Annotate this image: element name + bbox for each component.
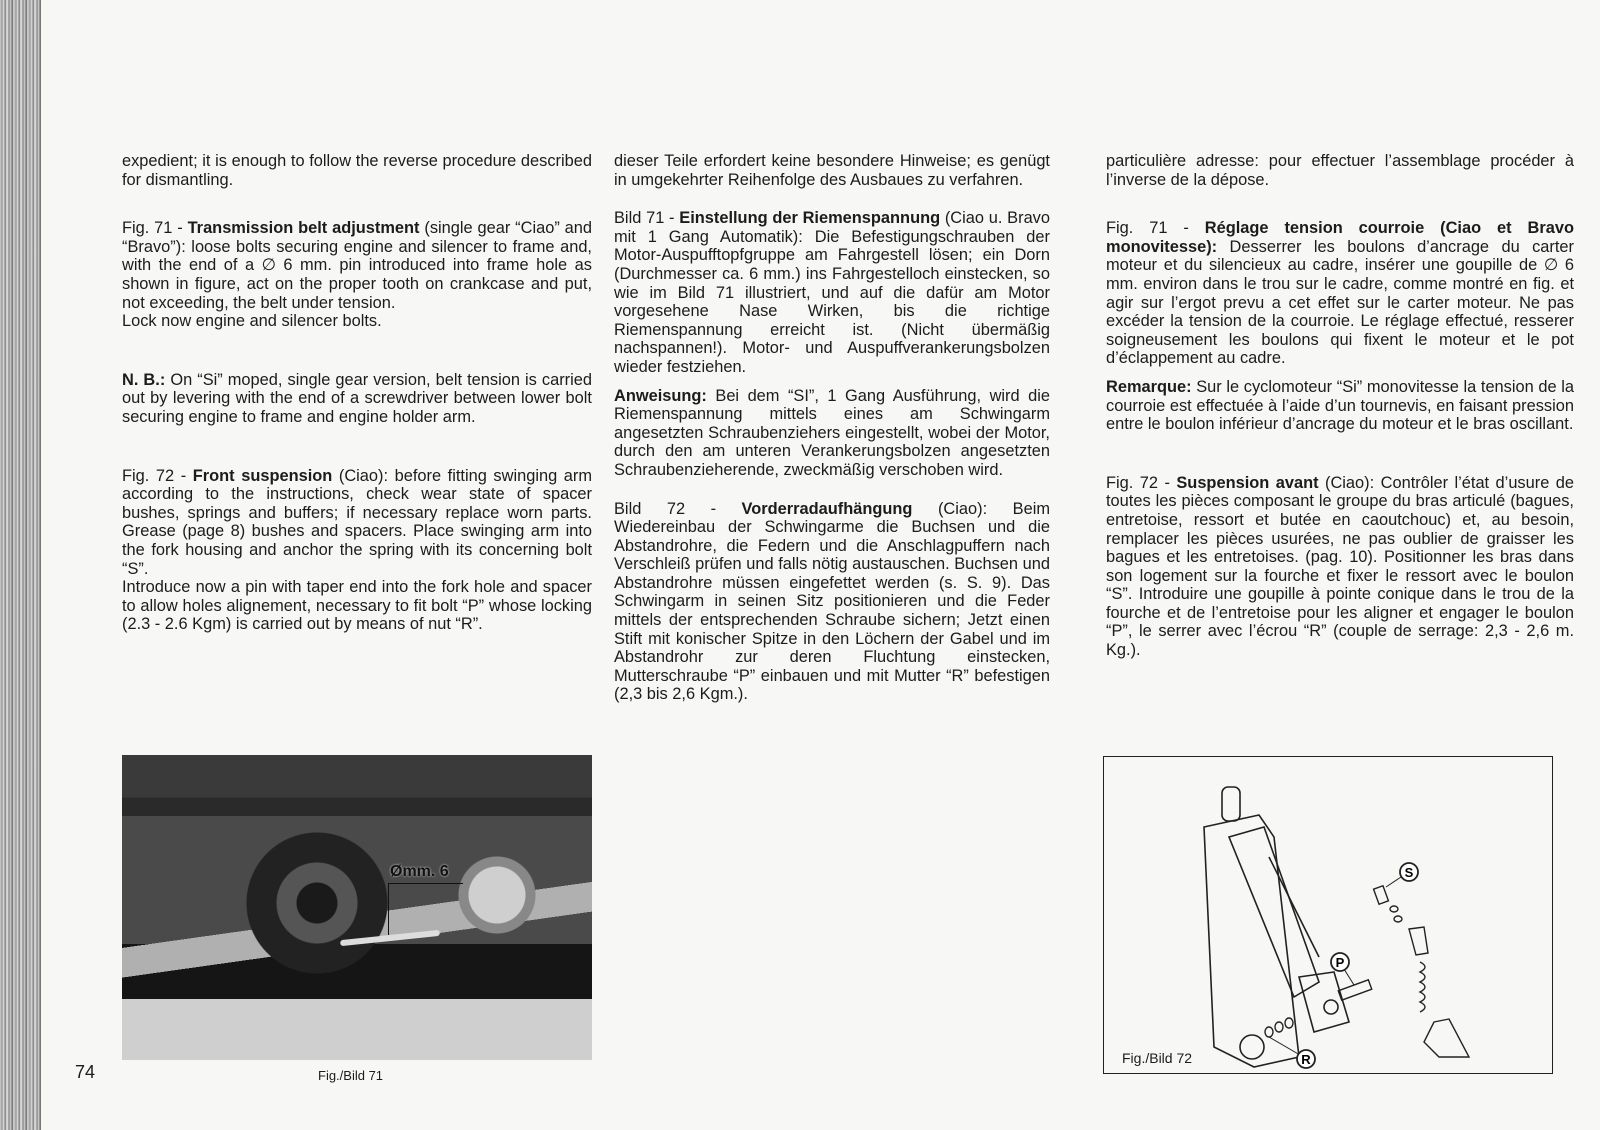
callout-p [1331, 953, 1354, 985]
label-r: R [1301, 1052, 1311, 1067]
figure-72-drawing [1103, 756, 1553, 1074]
fig72-title: Front suspension [192, 466, 333, 485]
fr-fig72-prefix: Fig. 72 - [1106, 473, 1177, 492]
english-fig72-pin: Introduce now a pin with taper end into the fork hole and spacer to allow holes alignement, necessary to fit bolt “P” whose locking (2.3 - 2.6 Kgm) is carried out by means of nut “R”. [122, 578, 592, 634]
bild72-body: (Ciao): Beim Wiedereinbau der Schwingarme die Buchsen und die Abstandrohre, die Federn und die Anschlagpuffern nach Verschleiß prüfen und falls nötig austauschen. Buchsen und Abstandrohre müssen eingefettet werden (s. S. 9). Das Schwingarm in seinen Sitz positionieren und die Feder mittels der entsprechenden Schraube sichern; Jetzt einen Stift mit konischer Spitze in den Löchern der Gabel und im Abstandrohr zur deren Fluchtung einstecken, Mutterschraube “P” einbauen und mit Mutter “R” befestigen (2,3 bis 2,6 Kgm.). [614, 499, 1050, 704]
fr-fig72-title: Suspension avant [1176, 473, 1319, 492]
german-note-paragraph [614, 387, 1050, 480]
english-intro: expedient; it is enough to follow the reverse procedure described for dismantling. [122, 152, 592, 189]
bild71-prefix: Bild 71 - [614, 209, 680, 228]
french-intro: particulière adresse: pour effectuer l’assemblage procéder à l’inverse de la dépose. [1106, 152, 1574, 189]
bild71-body: (Ciao u. Bravo mit 1 Gang Automatik): Die Befestigungschrauben der Motor-Auspufftopfgruppe am Fahrgestell lösen; ein Dorn (Durchmesser ca. 6 mm.) ins Fahrgestelloch einstecken, so wie im Bild 71 illustriert, und auf die dafür am Motor vorgesehene Nase Wirken, bis die richtige Riemenspannung erreicht ist. (Nicht übermäßig nachspannen!). Motor- und Auspuffverankerungsbolzen wieder festziehen. [614, 209, 1050, 376]
figure-72-caption: Fig./Bild 72 [1122, 1050, 1193, 1066]
suspension-exploded-view [1104, 757, 1552, 1073]
french-note-paragraph [1106, 378, 1574, 434]
callout-s [1386, 863, 1418, 887]
bild71-title: Einstellung der Riemenspannung [679, 209, 941, 228]
german-intro: dieser Teile erfordert keine besondere Hinweise; es genügt in umgekehrter Reihenfolge des Ausbaues zu verfahren. [614, 152, 1050, 189]
page-number: 74 [75, 1062, 96, 1082]
fr-fig72-body: (Ciao): Contrôler l’état d’usure de toutes les pièces composant le groupe du bras articulé (bagues, entretoise, ressort et butée en caoutchouc) et, au besoin, remplacer les pièces usurées, ne pas oublier de graisser les bagues et les entretoises. (pag. 10). Positionner les bras dans son logement sur la fourche et fixer le ressort avec le boulon “S”. Introduire une goupille à pointe conique dans le trou de la fourche et de l’entretoise pour les aligner et engager le boulon “P”, le serrer avec l’écrou “R” (couple de serrage: 2,3 - 2,6 m. Kg.). [1106, 473, 1574, 660]
english-fig72-paragraph [122, 467, 592, 579]
nb-body: On “Si” moped, single gear version, belt tension is carried out by levering with the end of a screwdriver between lower bolt securing engine to frame and engine holder arm. [122, 370, 593, 426]
label-s: S [1404, 865, 1414, 880]
label-p: P [1335, 955, 1345, 970]
remarque-label: Remarque: [1106, 377, 1192, 396]
french-fig72-paragraph [1106, 474, 1574, 660]
bild72-prefix: Bild 72 - [614, 499, 742, 518]
anweisung-body: Bei dem “SI”, 1 Gang Ausführung, wird die Riemenspannung mittels eines am Schwingarm angesetzten Schraubenziehers eingestellt, wobei der Motor, durch den am unteren Verankerungsbolzen angesetzten Schraubenzieherende, zweckmäßig verschoben wird. [614, 386, 1050, 479]
fr-fig71-prefix: Fig. 71 - [1106, 219, 1205, 238]
fork-outline [1204, 787, 1349, 1067]
column-english [122, 152, 592, 634]
german-fig72-paragraph [614, 500, 1050, 705]
fig71-prefix: Fig. 71 - [122, 219, 188, 238]
fig72-prefix: Fig. 72 - [122, 466, 193, 485]
column-german [614, 152, 1050, 704]
english-fig71-lock: Lock now engine and silencer bolts. [122, 312, 382, 331]
pin-graphic [340, 930, 440, 946]
fig71-title: Transmission belt adjustment [187, 219, 420, 238]
figure-71-caption: Fig./Bild 71 [318, 1068, 384, 1083]
french-fig71-paragraph [1106, 219, 1574, 368]
dimension-line [388, 883, 463, 884]
callout-r [1269, 1037, 1315, 1068]
dimension-arrow [388, 883, 389, 935]
figure-71-photo [122, 755, 592, 1060]
nb-label: N. B.: [122, 370, 166, 389]
bild72-title: Vorderradaufhängung [741, 499, 913, 518]
english-fig71-paragraph [122, 219, 592, 312]
column-french [1106, 152, 1574, 660]
fig72-body: (Ciao): before fitting swinging arm according to the instructions, check wear state of spacer bushes, springs and buffers; if necessary replace worn parts. Grease (page 8) bushes and spacers. Place swinging arm into the fork housing and anchor the spring with its concerning bolt “S”. [122, 466, 592, 578]
german-fig71-paragraph [614, 209, 1050, 376]
figure-71-annotation: Ømm. 6 [390, 863, 449, 880]
fr-fig71-title: Réglage tension courroie (Ciao et Bravo monovitesse): [1106, 219, 1574, 256]
fig71-body: (single gear “Ciao” and “Bravo”): loose bolts securing engine and silencer to frame and, with the end of a ∅ 6 mm. pin introduced into frame hole as shown in figure, act on the proper tooth on crankcase and put, not exceeding, the belt under tension. [122, 219, 593, 312]
anweisung-label: Anweisung: [614, 386, 707, 405]
book-binding-edge [0, 0, 41, 1130]
remarque-body: Sur le cyclomoteur “Si” monovitesse la tension de la courroie est effectuée à l’aide d’un tournevis, en faisant pression entre le boulon inférieur d’ancrage du moteur et le bras oscillant. [1106, 377, 1574, 434]
english-nb-paragraph [122, 371, 592, 427]
fr-fig71-body: Desserrer les boulons d’ancrage du carter moteur et du silencieux au cadre, insérer une goupille de ∅ 6 mm. environ dans le trou sur le cadre, comme montré en fig. et agir sur l’ergot prevu a cet effet sur le carter moteur. Ne pas excéder la tension de la courroie. Le réglage effectué, resserer soigneusement les boulons qui fixent le moteur et le pot d’éclappement au cadre. [1106, 237, 1574, 368]
